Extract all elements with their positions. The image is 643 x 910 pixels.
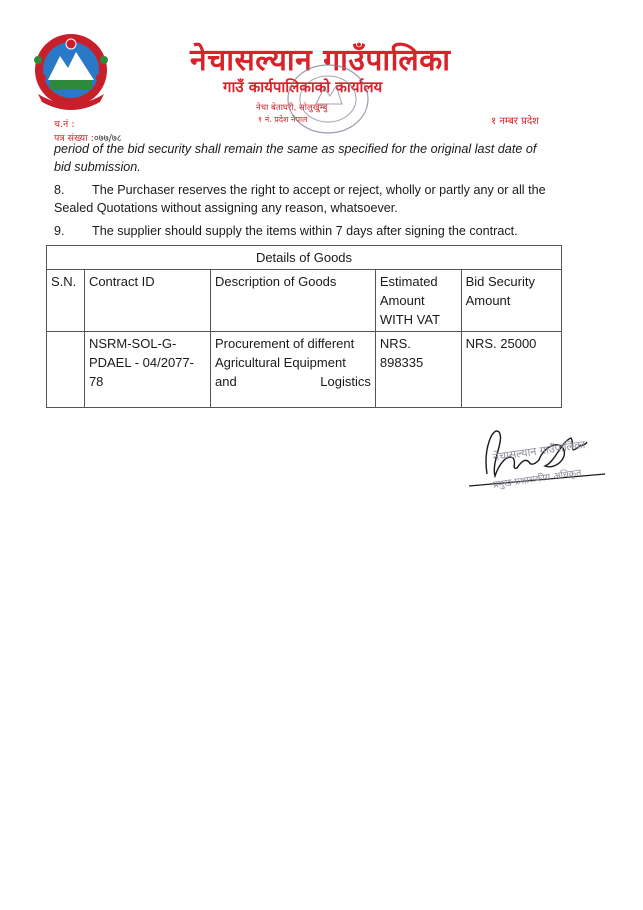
stamp-office-name: नेचासल्यान गाउँपालिका (492, 438, 587, 464)
clause-9-number: 9. (54, 224, 65, 238)
table-header-row (47, 270, 562, 332)
cha-no-label: च.नं : (54, 119, 75, 130)
office-address: नेचा बेताघरी, सोलुखुम्बु (256, 103, 328, 113)
header-bid-security: Bid Security Amount (461, 270, 561, 332)
header-description: Description of Goods (211, 270, 376, 332)
letter-number-value: ०७७/७८ (93, 133, 122, 144)
stamp-officer-title: प्रमुख प्रशासकीय अधिकृत (492, 467, 583, 491)
nepal-emblem-logo (28, 30, 114, 110)
office-title: नेचासल्यान गाउँपालिका (190, 43, 451, 78)
cell-description: Procurement of different Agricultural Equipment and Logistics (211, 332, 376, 408)
table-row (47, 332, 562, 408)
cell-bid-security: NRS. 25000 (461, 332, 561, 408)
goods-details-table (46, 245, 562, 408)
handwritten-signature (465, 418, 615, 518)
cell-contract-id: NSRM-SOL-G-PDAEL - 04/2077-78 (84, 332, 210, 408)
clause-9 (54, 222, 564, 240)
office-seal-stamp (282, 60, 374, 138)
clause-8-number: 8. (54, 183, 65, 197)
header-sn: S.N. (47, 270, 85, 332)
cell-estimated-amount: NRS. 898335 (375, 332, 461, 408)
bid-security-continuation: period of the bid security shall remain the same as specified for the original last date of bid submission. (54, 142, 537, 174)
clause-9-text: The supplier should supply the items within 7 days after signing the contract. (92, 224, 518, 238)
header-contract-id: Contract ID (84, 270, 210, 332)
clause-8-text: The Purchaser reserves the right to accept or reject, wholly or partly any or all the Sealed Quotations without assigning any reason, whatsoever. (54, 183, 546, 215)
header-estimated-amount: Estimated Amount WITH VAT (375, 270, 461, 332)
table-caption: Details of Goods (47, 246, 562, 270)
clause-8 (54, 181, 564, 217)
letter-number-label: पत्र संख्या : (54, 133, 94, 144)
cell-sn (47, 332, 85, 408)
province-right: १ नम्बर प्रदेश (491, 116, 539, 127)
office-province: १ नं. प्रदेश नेपाल (258, 115, 308, 124)
office-subtitle: गाउँ कार्यपालिकाको कार्यालय (223, 78, 383, 96)
